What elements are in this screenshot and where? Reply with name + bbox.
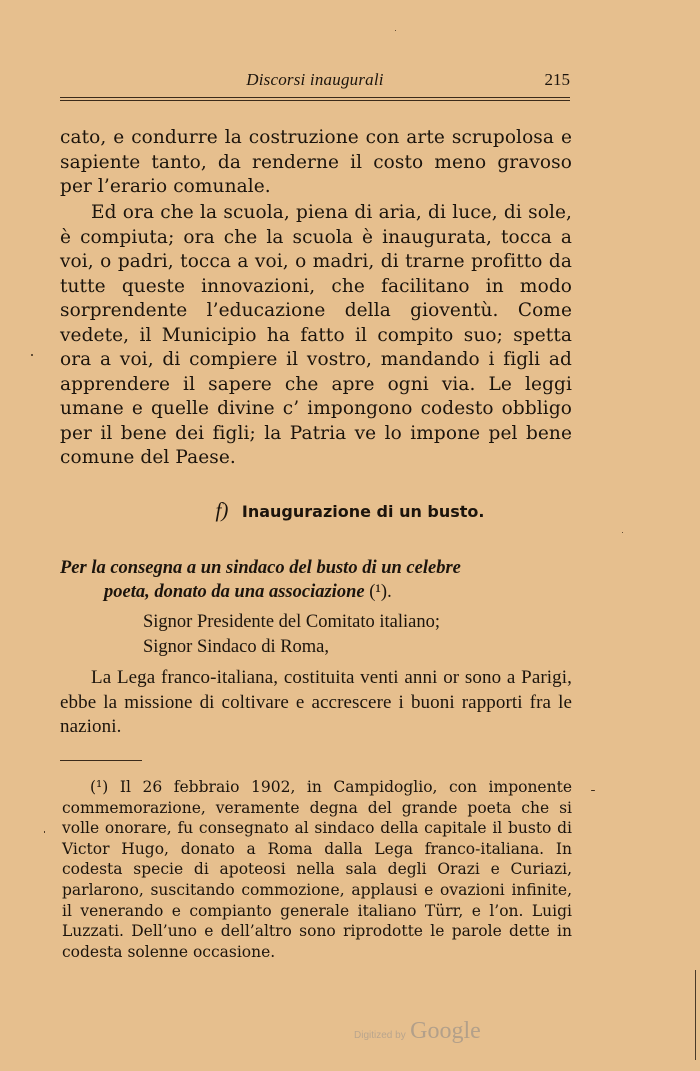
google-logo: Google bbox=[410, 1018, 481, 1044]
watermark-prefix: Digitized by bbox=[354, 1030, 406, 1041]
salutation bbox=[143, 610, 440, 659]
paragraph-continuation: cato, e condurre la costruzione con arte scrupolosa e sapiente tanto, da renderne il costo meno gravoso per l’erario comunale. bbox=[60, 127, 572, 197]
print-speck bbox=[44, 831, 45, 833]
print-speck bbox=[31, 354, 33, 356]
section-heading bbox=[0, 498, 700, 523]
header-rule bbox=[60, 97, 570, 98]
salutation-line-1: Signor Presidente del Comitato italiano; bbox=[143, 612, 440, 632]
footnote-text: Il 26 febbraio 1902, in Campidoglio, con imponente commemorazione, veramente degna del grande poeta che si volle onorare, fu consegnato al sindaco della capitale il busto di Victor Hugo, donato a Roma dalla Lega franco-italiana. In codesta specie di apoteosi nella sala degli Orazi e Curiazi, parlarono, suscitando commozione, applausi e ovazioni infinite, il venerando e compianto generale italiano Türr, e l’on. Luigi Luzzati. Dell’uno e dell’altro sono riprodotte le parole dette in codesta solenne occasione. bbox=[62, 778, 572, 961]
print-speck bbox=[591, 790, 595, 791]
digitized-watermark bbox=[354, 1018, 481, 1045]
paragraph-school: Ed ora che la scuola, piena di aria, di luce, di sole, è compiuta; ora che la scuola è inaugurata, tocca a voi, o padri, tocca a voi, o madri, di trarne profitto da tutte queste innovazioni, che facilitano in modo sorprendente l’educazione della gioventù. Come vedete, il Municipio ha fatto il compito suo; spetta ora a voi, di compiere il vostro, mandando i figli ad apprendere il sapere che apre ogni via. Le leggi umane e quelle divine c’ impongono codesto obbligo per il bene dei figli; la Patria ve lo impone pel bene comune del Paese. bbox=[60, 202, 572, 468]
footnote-rule bbox=[60, 760, 142, 761]
salutation-line-2: Signor Sindaco di Roma, bbox=[143, 636, 330, 657]
print-speck bbox=[395, 30, 396, 31]
page-edge-line bbox=[695, 970, 696, 1060]
running-title: Discorsi inaugurali bbox=[246, 70, 384, 89]
footnote-reference: (¹). bbox=[369, 582, 392, 602]
page-number: 215 bbox=[544, 70, 570, 89]
footnote bbox=[62, 777, 572, 962]
section-letter: f) bbox=[215, 498, 229, 522]
section-title: Inaugurazione di un busto. bbox=[241, 502, 485, 521]
intro-line-2-wrap bbox=[60, 580, 572, 604]
footnote-marker: (¹) bbox=[90, 778, 109, 796]
intro-line-2: poeta, donato da una associazione bbox=[104, 582, 365, 602]
intro-line-1: Per la consegna a un sindaco del busto di un celebre bbox=[60, 558, 461, 578]
speech-intro bbox=[60, 556, 572, 604]
print-speck bbox=[622, 532, 623, 533]
paragraph-lega: La Lega franco-italiana, costituita venti anni or sono a Parigi, ebbe la missione di coltivare e accrescere i buoni rapporti fra le nazioni. bbox=[60, 667, 572, 737]
page-header bbox=[60, 70, 570, 96]
